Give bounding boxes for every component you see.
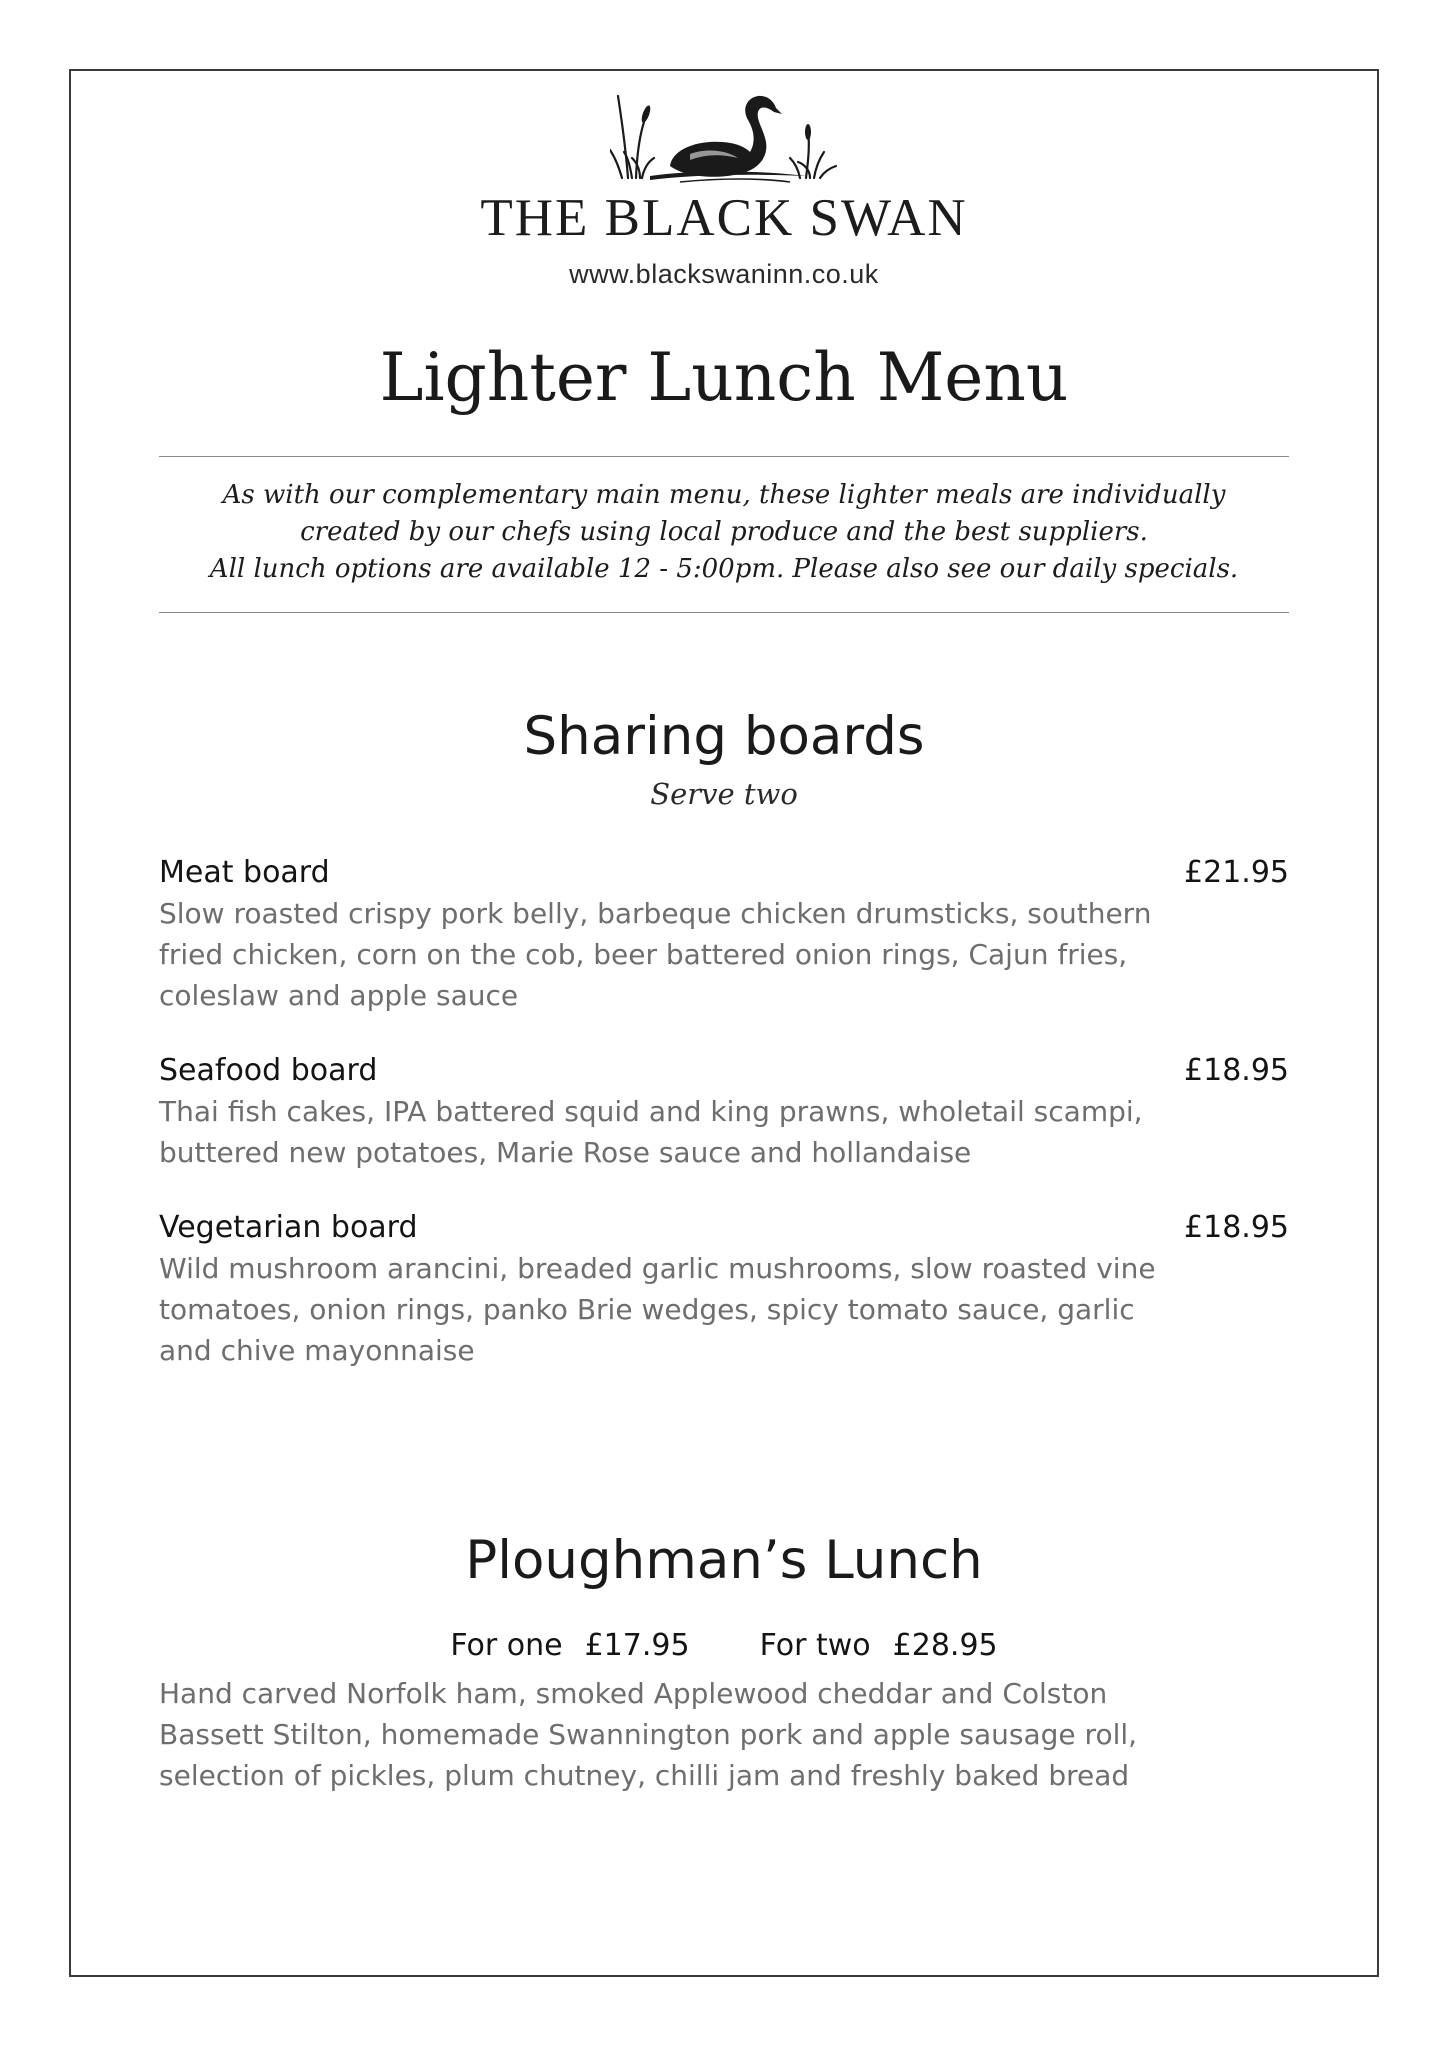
for-one-price: £17.95 — [584, 1628, 690, 1663]
description-line: and chive mayonnaise — [159, 1334, 475, 1367]
section-title-sharing: Sharing boards — [523, 706, 925, 767]
section-subtitle: Serve two — [650, 777, 798, 811]
description-line: fried chicken, corn on the cob, beer battered onion rings, Cajun fries, — [159, 938, 1128, 971]
menu-item — [159, 853, 1289, 1016]
menu-item-description — [159, 1091, 1289, 1173]
intro-text — [159, 477, 1289, 588]
for-one-label: For one — [450, 1628, 563, 1663]
menu-item — [159, 1051, 1289, 1173]
section-title-ploughman: Ploughman’s Lunch — [465, 1530, 983, 1591]
black-swan-logo — [610, 92, 838, 184]
ploughman-prices — [0, 1626, 1448, 1666]
description-line: Slow roasted crispy pork belly, barbeque chicken drumsticks, southern — [159, 897, 1152, 930]
description-line: tomatoes, onion rings, panko Brie wedges, spicy tomato sauce, garlic — [159, 1293, 1135, 1326]
description-line: Wild mushroom arancini, breaded garlic mushrooms, slow roasted vine — [159, 1252, 1156, 1285]
website-url: www.blackswaninn.co.uk — [569, 259, 879, 289]
ploughman-description — [159, 1673, 1289, 1796]
intro-line: As with our complementary main menu, these lighter meals are individually — [222, 480, 1226, 510]
menu-item-name: Vegetarian board — [159, 1210, 418, 1245]
intro-line: All lunch options are available 12 - 5:00pm. Please also see our daily specials. — [209, 554, 1239, 584]
description-line: Thai fish cakes, IPA battered squid and king prawns, wholetail scampi, — [159, 1095, 1143, 1128]
menu-item-header — [159, 1208, 1289, 1248]
menu-item-price: £18.95 — [1184, 1210, 1289, 1245]
menu-item-header — [159, 1051, 1289, 1091]
brand-name: THE BLACK SWAN — [480, 189, 968, 247]
divider — [159, 612, 1289, 613]
description-line: buttered new potatoes, Marie Rose sauce and hollandaise — [159, 1136, 972, 1169]
menu-item — [159, 1208, 1289, 1371]
page-title: Lighter Lunch Menu — [379, 339, 1069, 416]
for-two-price: £28.95 — [892, 1628, 998, 1663]
menu-item-header — [159, 853, 1289, 893]
intro-line: created by our chefs using local produce and the best suppliers. — [300, 517, 1148, 547]
divider — [159, 456, 1289, 457]
menu-item-description — [159, 893, 1289, 1016]
description-line: Hand carved Norfolk ham, smoked Applewood cheddar and Colston — [159, 1677, 1108, 1710]
for-two-label: For two — [759, 1628, 871, 1663]
menu-item-price: £21.95 — [1184, 855, 1289, 890]
menu-item-name: Meat board — [159, 855, 330, 890]
menu-item-name: Seafood board — [159, 1053, 378, 1088]
menu-item-price: £18.95 — [1184, 1053, 1289, 1088]
description-line: coleslaw and apple sauce — [159, 979, 519, 1012]
description-line: Bassett Stilton, homemade Swannington pork and apple sausage roll, — [159, 1718, 1138, 1751]
menu-item-description — [159, 1248, 1289, 1371]
description-line: selection of pickles, plum chutney, chilli jam and freshly baked bread — [159, 1759, 1130, 1792]
